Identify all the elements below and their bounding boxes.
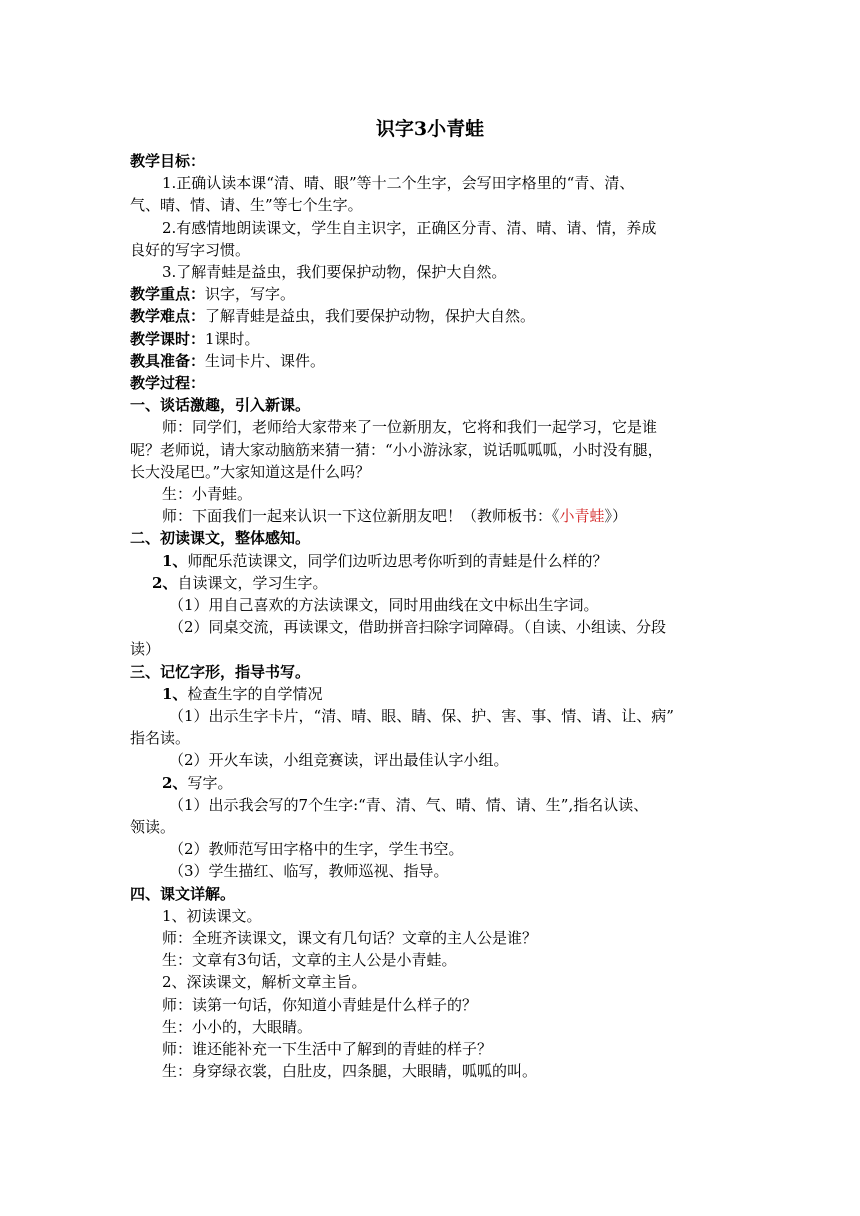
- info-value: 1课时。: [205, 329, 260, 348]
- line-text: 1、初读课文。: [162, 906, 262, 925]
- info-label: 教具准备：: [130, 351, 206, 370]
- paragraph-line: [169, 749, 730, 771]
- line-text: 气、晴、情、请、生”等七个生字。: [130, 196, 363, 215]
- line-text: 师：谁还能补充一下生活中了解到的青蛙的样子？: [162, 1040, 493, 1058]
- line-text: （1）出示生字卡片，“清、晴、眼、睛、保、护、害、事、情、请、让、病”: [169, 707, 674, 725]
- step-number: 1、: [162, 684, 188, 703]
- info-label: 教学难点：: [130, 307, 206, 326]
- line-text: 师：全班齐读课文，课文有几句话？文章的主人公是谁？: [162, 929, 538, 947]
- paragraph-line: [169, 794, 730, 816]
- board-writing-highlight: 小青蛙: [559, 507, 605, 526]
- line-text: 呢？老师说，请大家动脑筋来猜一猜：“小小游泳家，说话呱呱呱，小时没有腿，: [130, 440, 663, 459]
- line-text: 生：身穿绿衣裳，白肚皮，四条腿，大眼睛，呱呱的叫。: [162, 1062, 538, 1081]
- step-number: 1、: [162, 551, 188, 570]
- line-text: 》）: [604, 507, 628, 526]
- section-heading: [130, 883, 730, 905]
- info-label: 教学重点：: [130, 285, 206, 304]
- line-text: （3）学生描红、临写，教师巡视、指导。: [169, 862, 449, 881]
- paragraph-line: [162, 1016, 730, 1038]
- paragraph-line: [130, 727, 730, 749]
- line-text: 师：读第一句话，你知道小青蛙是什么样子的？: [162, 995, 478, 1014]
- paragraph-line: [162, 927, 730, 949]
- numbered-step: [162, 683, 730, 705]
- info-value: 识字，写字。: [205, 285, 296, 304]
- paragraph-line: [162, 1060, 730, 1082]
- info-row: [130, 350, 730, 372]
- paragraph-line: [162, 1038, 730, 1060]
- step-text: 写字。: [187, 773, 233, 792]
- document-title: 识字3小青蛙: [375, 118, 485, 140]
- step-number: 2、: [152, 573, 178, 592]
- step-number: 2、: [162, 773, 188, 792]
- line-text: （2）教师范写田字格中的生字，学生书空。: [169, 840, 464, 859]
- heading-text: 四、课文详解。: [130, 884, 236, 903]
- paragraph-line: [130, 461, 730, 483]
- paragraph-line: [130, 816, 730, 838]
- step-text: 检查生字的自学情况: [187, 684, 323, 703]
- paragraph-line: [169, 860, 730, 882]
- paragraph-line: [162, 905, 730, 927]
- line-text: 2.有感情地朗读课文，学生自主识字，正确区分青、清、晴、请、情，养成: [162, 218, 657, 237]
- line-text: 师：下面我们一起来认识一下这位新朋友吧！（教师板书：《: [162, 507, 560, 526]
- step-text: 师配乐范读课文，同学们边听边思考你听到的青蛙是什么样的？: [187, 551, 608, 570]
- numbered-step: [162, 772, 730, 794]
- info-label: 教学课时：: [130, 329, 206, 348]
- paragraph-line: [162, 217, 730, 239]
- section-heading: [130, 527, 730, 549]
- line-text: 生：小小的，大眼睛。: [162, 1017, 313, 1036]
- line-text: 读）: [130, 640, 161, 659]
- paragraph-line: [130, 439, 730, 461]
- info-row: [130, 328, 730, 350]
- paragraph-line: [162, 971, 730, 993]
- line-text: 指名读。: [130, 729, 191, 748]
- heading-text: 二、初读课文，整体感知。: [130, 529, 311, 548]
- line-text: （2）开火车读，小组竞赛读，评出最佳认字小组。: [169, 751, 509, 770]
- line-text: （2）同桌交流，再读课文，借助拼音扫除字词障碍。（自读、小组读、分段: [169, 618, 667, 637]
- paragraph-line: [130, 239, 730, 261]
- numbered-step: [162, 550, 730, 572]
- section-heading: [130, 661, 730, 683]
- paragraph-line: [169, 838, 730, 860]
- paragraph-line: [162, 172, 730, 194]
- section-heading: [130, 372, 730, 394]
- line-text: 1.正确认读本课“清、晴、眼”等十二个生字，会写田字格里的“青、清、: [162, 174, 635, 193]
- heading-text: 教学过程：: [130, 374, 206, 392]
- info-row: [130, 283, 730, 305]
- numbered-step: [152, 572, 730, 594]
- paragraph-line: [169, 616, 730, 638]
- paragraph-line: [169, 705, 730, 727]
- heading-text: 一、谈话激趣，引入新课。: [130, 396, 311, 415]
- section-heading: [130, 394, 730, 416]
- section-heading: [130, 150, 730, 172]
- line-text: 2、深读课文，解析文章主旨。: [162, 973, 367, 992]
- line-text: 3.了解青蛙是益虫，我们要保护动物，保护大自然。: [162, 263, 507, 281]
- line-text: （1）出示我会写的7个生字:“青、清、气、晴、情、请、生”,指名认读、: [169, 795, 649, 814]
- heading-text: 三、记忆字形，指导书写。: [130, 662, 311, 681]
- paragraph-line: [169, 594, 730, 616]
- info-row: [130, 305, 730, 327]
- step-text: 自读课文，学习生字。: [177, 573, 328, 592]
- paragraph-line: [162, 483, 730, 505]
- heading-text: 教学目标：: [130, 152, 206, 170]
- paragraph-line: [162, 949, 730, 971]
- paragraph-line: [162, 505, 730, 527]
- info-value: 了解青蛙是益虫，我们要保护动物，保护大自然。: [205, 307, 536, 326]
- line-text: （1）用自己喜欢的方法读课文，同时用曲线在文中标出生字词。: [169, 596, 599, 614]
- info-value: 生词卡片、课件。: [205, 351, 326, 370]
- paragraph-line: [130, 638, 730, 660]
- paragraph-line: [162, 261, 730, 283]
- line-text: 师：同学们，老师给大家带来了一位新朋友，它将和我们一起学习，它是谁: [162, 418, 658, 437]
- line-text: 生：小青蛙。: [162, 485, 253, 503]
- line-text: 生：文章有3句话，文章的主人公是小青蛙。: [162, 951, 457, 970]
- paragraph-line: [162, 416, 730, 438]
- paragraph-line: [130, 194, 730, 216]
- line-text: 良好的写字习惯。: [130, 240, 251, 259]
- paragraph-line: [162, 994, 730, 1016]
- line-text: 长大没尾巴。”大家知道这是什么吗？: [130, 462, 371, 481]
- line-text: 领读。: [130, 818, 176, 836]
